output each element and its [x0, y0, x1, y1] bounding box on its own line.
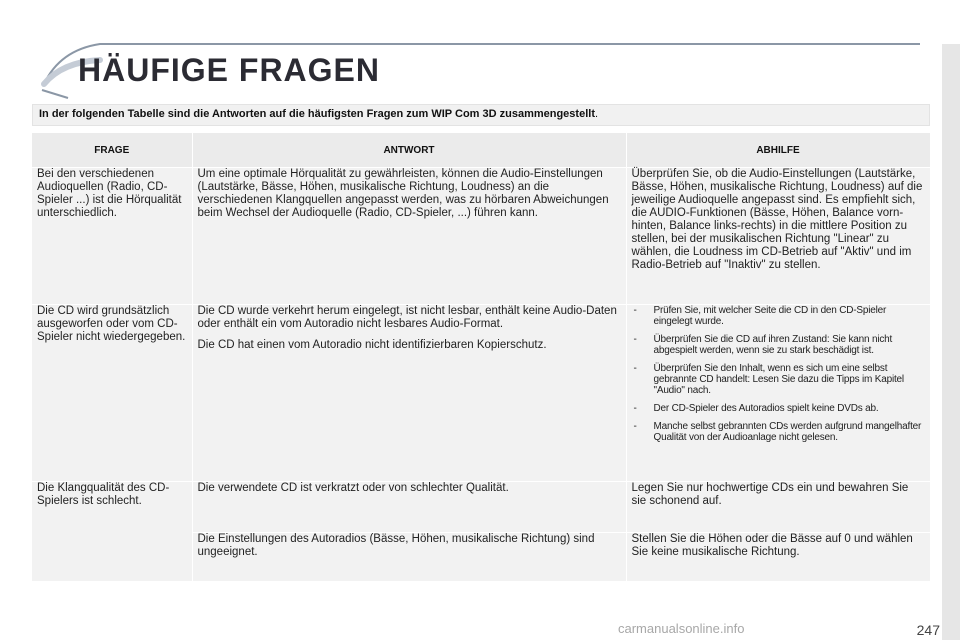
intro-text [32, 104, 930, 126]
list-item [632, 403, 925, 414]
antwort-text: Um eine optimale Hörqualität zu gewährleisten, können die Audio-Einstellungen (Lautstärke, Bässe, Höhen, musikalische Richtung, Loudness) an die verschiedenen Klangquellen angepasst werden, was zu hörbaren Abweichungen beim Wechsel der Audioquelle (Radio, CD-Spieler, ...) führen kann. [197, 168, 609, 219]
list-item [632, 363, 925, 396]
antwort-cell [192, 533, 626, 582]
abhilfe-text: Überprüfen Sie, ob die Audio-Einstellungen (Lautstärke, Bässe, Höhen, musikalische Richtung, Loudness) auf die jeweilige Audioquelle angepasst sind. Es empfiehlt sich, die AUDIO-Funktionen (Bässe, Höhen, Balance vorn-hinten, Balance links-rechts) in die mittlere Position zu stellen, bei der musikalischen Richtung "Linear" zu wählen, die Loudness im CD-Betrieb auf "Aktiv" und im Radio-Betrieb auf "Inaktiv" zu stellen. [631, 168, 923, 271]
abhilfe-list [632, 305, 925, 443]
abhilfe-cell [626, 533, 930, 582]
faq-table [32, 133, 931, 582]
antwort-text: Die CD wurde verkehrt herum eingelegt, ist nicht lesbar, enthält keine Audio-Daten oder enthält ein vom Autoradio nicht lesbares Audio-Format. [197, 305, 617, 330]
antwort-text: Die CD hat einen vom Autoradio nicht identifizierbaren Kopierschutz. [197, 339, 547, 351]
antwort-cell [192, 168, 626, 305]
list-item-text: Der CD-Spieler des Autoradios spielt keine DVDs ab. [653, 403, 879, 414]
table-row [32, 305, 930, 482]
frage-text: Die CD wird grundsätzlich ausgeworfen oder vom CD-Spieler nicht wiedergegeben. [37, 305, 186, 343]
antwort-cell [192, 482, 626, 533]
table-header-row [32, 133, 930, 168]
table-row [32, 482, 930, 533]
antwort-text: Die Einstellungen des Autoradios (Bässe, Höhen, musikalische Richtung) sind ungeeignet. [197, 533, 595, 558]
frage-cell [32, 305, 192, 482]
intro-sentence: In der folgenden Tabelle sind die Antworten auf die häufigsten Fragen zum WIP Com 3D zusammengestellt [39, 108, 595, 120]
list-bullet: - [633, 305, 637, 316]
list-item-text: Überprüfen Sie die CD auf ihren Zustand: Sie kann nicht abgespielt werden, wenn sie zu stark beschädigt ist. [653, 334, 893, 356]
header-frage: FRAGE [32, 133, 192, 168]
list-bullet: - [633, 403, 637, 414]
antwort-cell [192, 305, 626, 482]
frage-text: Die Klangqualität des CD-Spielers ist schlecht. [37, 482, 170, 507]
frage-cell [32, 168, 192, 305]
frage-cell [32, 482, 192, 582]
list-item [632, 421, 925, 443]
header-antwort: ANTWORT [192, 133, 626, 168]
page-number: 247 [916, 622, 940, 638]
antwort-text: Die verwendete CD ist verkratzt oder von schlechter Qualität. [197, 482, 509, 494]
list-bullet: - [633, 363, 637, 374]
list-item-text: Prüfen Sie, mit welcher Seite die CD in den CD-Spieler eingelegt wurde. [653, 305, 887, 327]
abhilfe-text: Stellen Sie die Höhen oder die Bässe auf 0 und wählen Sie keine musikalische Richtung. [631, 533, 913, 558]
list-item [632, 305, 925, 327]
abhilfe-text: Legen Sie nur hochwertige CDs ein und bewahren Sie sie schonend auf. [631, 482, 909, 507]
list-bullet: - [633, 334, 637, 345]
list-bullet: - [633, 421, 637, 432]
frage-text: Bei den verschiedenen Audioquellen (Radio, CD-Spieler ...) ist die Hörqualität unterschiedlich. [37, 168, 182, 219]
watermark-text: carmanualsonline.info [618, 621, 745, 636]
side-tab-stripe [942, 44, 960, 640]
abhilfe-cell [626, 305, 930, 482]
page-title: HÄUFIGE FRAGEN [78, 52, 380, 88]
abhilfe-cell [626, 168, 930, 305]
list-item-text: Manche selbst gebrannten CDs werden aufgrund mangelhafter Qualität von der Audioanlage nicht gelesen. [653, 421, 922, 443]
intro-period: . [594, 108, 599, 120]
header-abhilfe: ABHILFE [626, 133, 930, 168]
abhilfe-cell [626, 482, 930, 533]
list-item [632, 334, 925, 356]
list-item-text: Überprüfen Sie den Inhalt, wenn es sich um eine selbst gebrannte CD handelt: Lesen Sie dazu die Tipps im Kapitel "Audio" nach. [653, 363, 904, 396]
table-row [32, 168, 930, 305]
